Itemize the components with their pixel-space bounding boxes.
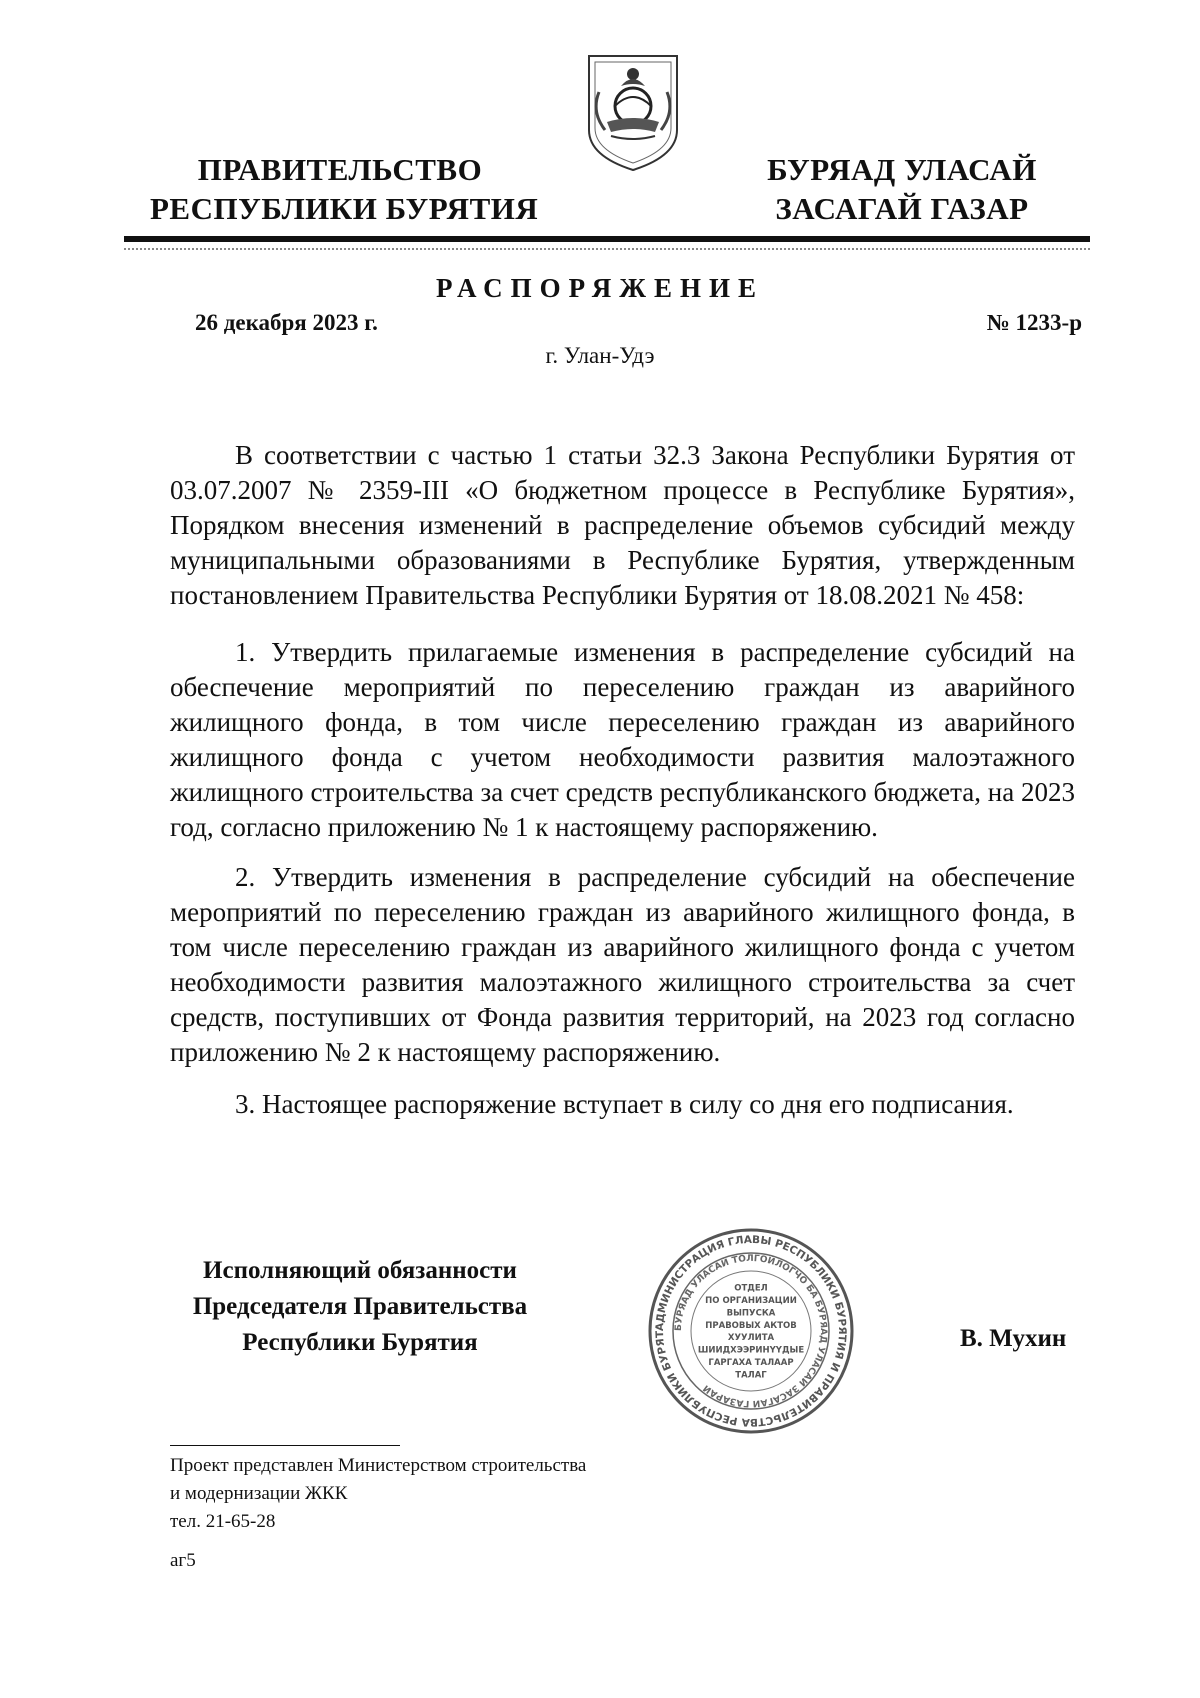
header-divider-thick [124, 236, 1090, 242]
seal-center-line: ПО ОРГАНИЗАЦИИ [705, 1296, 797, 1306]
seal-center-line: ГАРГАХА ТАЛААР [708, 1358, 794, 1368]
seal-center-line: ТАЛАГ [735, 1370, 767, 1381]
signer-title-line3: Республики Бурятия [242, 1329, 478, 1356]
header-right [752, 150, 1052, 228]
document-type: РАСПОРЯЖЕНИЕ [435, 273, 765, 303]
project-note-line2: и модернизации ЖКК [170, 1483, 348, 1504]
document-date: 26 декабря 2023 г. [195, 310, 378, 335]
coat-of-arms-icon [585, 52, 681, 174]
preamble-paragraph: В соответствии с частью 1 статьи 32.3 Закона Республики Бурятия от 03.07.2007 № 2359-III «О бюджетном процессе в Республике Бурятия», Порядком внесения изменений в распределение объемов субсидий между муниципальными образованиями в Республике Бурятия, утвержденным постановлением Правительства Республики Бурятия от 18.08.2021 № 458: [170, 440, 1075, 610]
header-left-line2: РЕСПУБЛИКИ БУРЯТИЯ [150, 191, 539, 226]
project-note-phone: тел. 21-65-28 [170, 1511, 276, 1532]
header-right-line2: ЗАСАГАЙ ГАЗАР [775, 191, 1029, 226]
header-right-line1: БУРЯАД УЛАСАЙ [767, 152, 1037, 187]
document-number: № 1233-р [986, 310, 1082, 335]
header-left-line1: ПРАВИТЕЛЬСТВО [197, 152, 483, 187]
item-3-paragraph: 3. Настоящее распоряжение вступает в силу со дня его подписания. [235, 1089, 1014, 1119]
item-1-paragraph: 1. Утвердить прилагаемые изменения в распределение субсидий на обеспечение мероприятий по переселению граждан из аварийного жилищного фонда, в том числе переселению граждан из аварийного жилищного фонда с учетом необходимости развития малоэтажного жилищного строительства за счет средств республиканского бюджета, на 2023 год, согласно приложению № 1 к настоящему распоряжению. [170, 637, 1075, 842]
seal-outer-text: АДМИНИСТРАЦИЯ ГЛАВЫ РЕСПУБЛИКИ БУРЯТИЯ И ПРАВИТЕЛЬСТВА РЕСПУБЛИКИ БУРЯТ [653, 1233, 849, 1429]
header-left [150, 150, 539, 228]
header-divider-thin [124, 248, 1090, 250]
document-code: аг5 [170, 1550, 196, 1571]
item-2-paragraph: 2. Утвердить изменения в распределение субсидий на обеспечение мероприятий по переселению граждан из аварийного жилищного фонда, в том числе переселению граждан из аварийного жилищного фонда с учетом необходимости развития малоэтажного жилищного строительства за счет средств, поступивших от Фонда развития территорий, на 2023 год согласно приложению № 2 к настоящему распоряжению. [170, 862, 1075, 1067]
document-city: г. Улан-Удэ [545, 343, 655, 368]
seal-center-line: ШИИДХЭЭРИНҮҮДЫЕ [697, 1345, 805, 1356]
footnote-divider [170, 1445, 400, 1446]
seal-inner-text: БУРЯАД УЛАСАЙ ТОЛГОЙЛОГЧО БА БУРЯАД УЛАСАЙ ЗАСАГАЙ ГАЗАРАЙ [673, 1253, 829, 1409]
official-seal [646, 1226, 856, 1436]
signer-name: В. Мухин [960, 1325, 1067, 1352]
signer-title-line1: Исполняющий обязанности [203, 1257, 517, 1284]
project-note-line1: Проект представлен Министерством строительства [170, 1455, 587, 1476]
signer-title [165, 1253, 555, 1361]
seal-center-line: ВЫПУСКА [726, 1308, 776, 1319]
seal-center-line: ХУУЛИТА [727, 1333, 775, 1344]
signer-title-line2: Председателя Правительства [192, 1293, 528, 1320]
project-note [170, 1452, 586, 1536]
seal-center-line: ПРАВОВЫХ АКТОВ [705, 1320, 797, 1331]
seal-center-line: ОТДЕЛ [734, 1283, 768, 1294]
